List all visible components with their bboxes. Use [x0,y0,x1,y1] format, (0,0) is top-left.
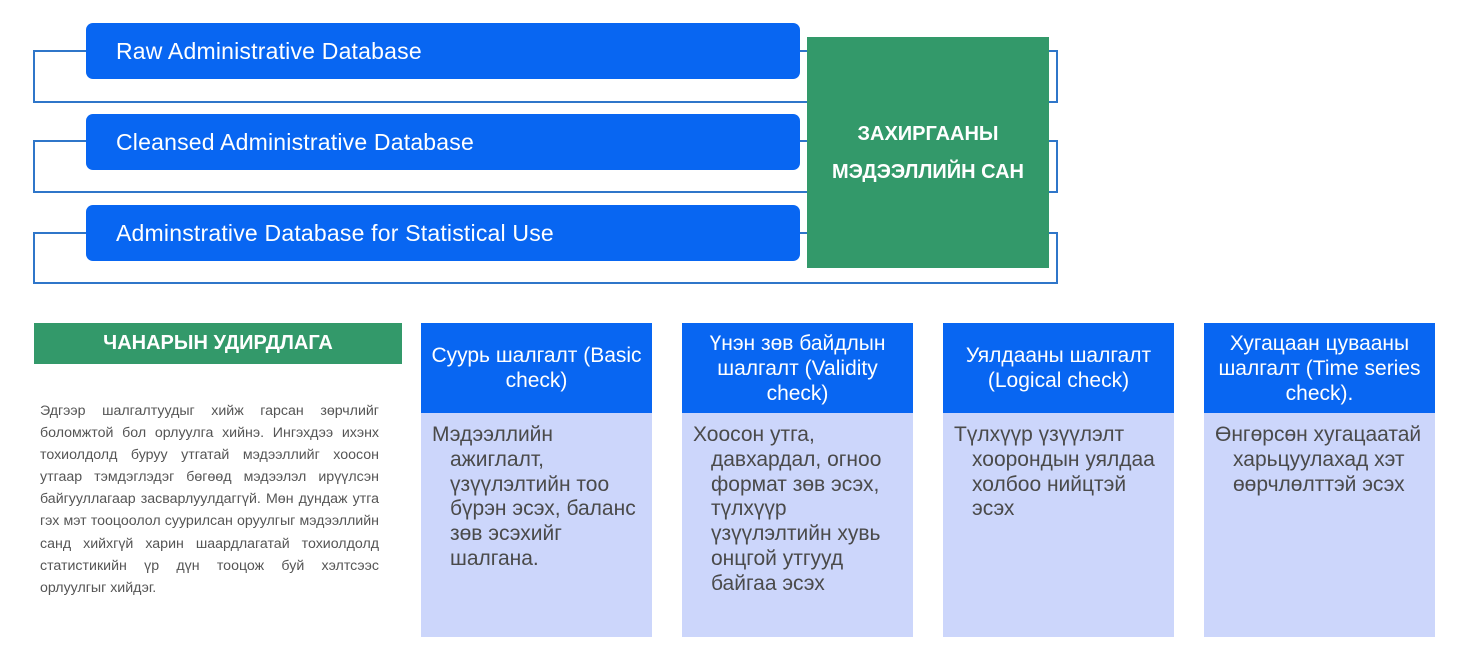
cleansed-admin-database-label: Cleansed Administrative Database [116,128,474,155]
check-body-logical [943,413,1174,637]
quality-management-description: Эдгээр шалгалтуудыг хийж гарсан зөрчлийг боломжтой бол орлуулга хийнэ. Ингэхдээ ихэнх тохиолдолд буруу утгатай мэдээллийг хоосон утгаар тэмдэглэдэг бөгөөд мэдээлэл ирүүлсэн байгууллагаар засварлуулдаггүй. Мөн дундаж утга гэх мэт тооцоолол суурилсан оруулгыг мэдээллийн санд хийхгүй харин шаардлагатай тохиолдолд статистикийн үр дүн тооцож буй хэлтсээс орлуулгыг хийдэг. [40,403,379,596]
check-title-validity: Үнэн зөв байдлын шалгалт (Validity check) [682,323,913,413]
admin-database-title-line1: ЗАХИРГААНЫ [857,122,999,145]
raw-admin-database-label: Raw Administrative Database [116,37,422,64]
admin-database-title-line2: МЭДЭЭЛЛИЙН САН [832,160,1024,183]
check-column-time-series [1204,323,1435,637]
check-body-basic [421,413,652,637]
check-desc-time-series: Өнгөрсөн хугацаатай харьцуулахад хэт өөрчлөлттэй эсэх [1215,423,1422,496]
quality-management-header [34,323,402,364]
check-title-logical: Уялдааны шалгалт (Logical check) [943,323,1174,413]
check-desc-validity: Хоосон утга, давхардал, огноо формат зөв эсэх, түлхүүр үзүүлэлтийн хувь онцгой утгууд байгаа эсэх [693,423,882,595]
check-column-logical [943,323,1174,637]
check-column-basic [421,323,652,637]
admin-database-box [807,37,1049,268]
raw-admin-database-bar [86,23,800,79]
quality-management-title: ЧАНАРЫН УДИРДЛАГА [103,332,333,354]
check-title-time-series: Хугацаан цувааны шалгалт (Time series check). [1204,323,1435,413]
cleansed-admin-database-bar [86,114,800,170]
statistical-admin-database-label: Adminstrative Database for Statistical Use [116,219,554,246]
check-column-validity [682,323,913,637]
statistical-admin-database-bar [86,205,800,261]
check-desc-logical: Түлхүүр үзүүлэлт хоорондын уялдаа холбоо нийцтэй эсэх [954,423,1155,521]
check-body-validity [682,413,913,637]
check-title-basic: Суурь шалгалт (Basic check) [421,323,652,413]
check-body-time-series [1204,413,1435,637]
check-desc-basic: Мэдээллийн ажиглалт, үзүүлэлтийн тоо бүрэн эсэх, баланс зөв эсэхийг шалгана. [432,423,636,570]
